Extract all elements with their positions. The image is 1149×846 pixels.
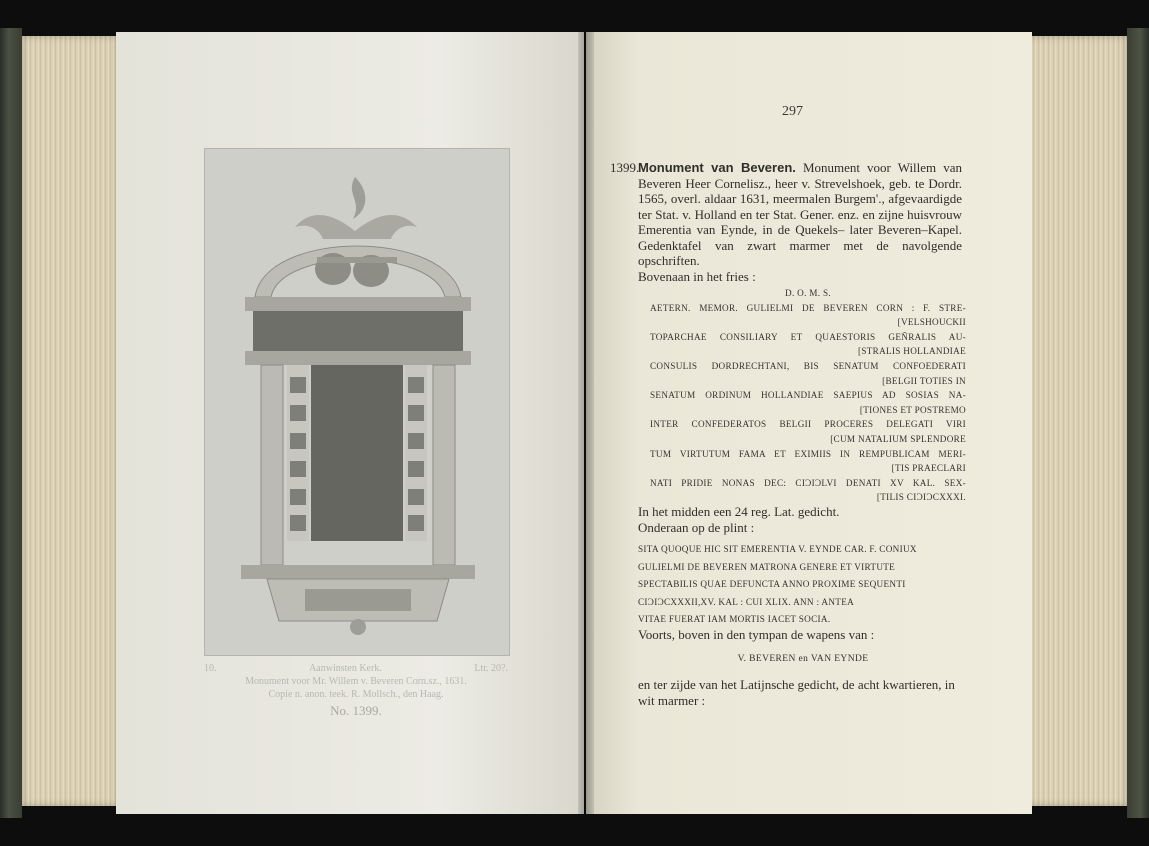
inscription-line: [BELGII TOTIES IN — [882, 375, 966, 386]
caption-line-3: Copie n. anon. teek. R. Mollsch., den Haag. — [268, 689, 444, 700]
book-cover-left — [0, 28, 22, 818]
monument-engraving-icon — [205, 149, 509, 655]
arms-line: V. BEVEREN en VAN EYNDE — [737, 654, 869, 664]
inscription-line: AETERN. MEMOR. GULIELMI DE BEVEREN CORN : F. STRE- — [650, 302, 966, 313]
inscription-line: [STRALIS HOLLANDIAE — [857, 346, 966, 357]
entry-heading: Monument van Beveren. — [638, 160, 796, 175]
entry-frieze-intro: Bovenaan in het fries : — [638, 268, 756, 284]
catalog-entry — [610, 124, 962, 284]
closing-paragraph: en ter zijde van het Latijnsche gedicht, de acht kwartieren, in wit marmer : — [638, 677, 955, 708]
inscription-line: SITA QUOQUE HIC SIT EMERENTIA V. EYNDE CAR. F. CONIUX — [638, 544, 917, 554]
caption-fig-number: 10. — [204, 663, 217, 674]
inscription-line: TOPARCHAE CONSILIARY ET QUAESTORIS GEÑRALIS AU- — [650, 331, 966, 342]
inscription-line: GULIELMI DE BEVEREN MATRONA GENERE ET VIRTUTE — [638, 561, 896, 572]
entry-body: Monument voor Willem van Beveren Heer Cornelisz., heer v. Strevelshoek, geb. te Dordr. 1565, overl. aldaar 1631, meermalen Burgem'., afgevaardigde ter Stat. v. Holland en ter Stat. Gener. enz. en zijne huisvrouw Emerentia van Eynde, in de Quekels– later Beveren–Kapel. Gedenktafel van zwart marmer met de navolgende opschriften. — [638, 160, 962, 268]
book-gutter — [578, 32, 594, 814]
inscription-line: SPECTABILIS QUAE DEFUNCTA ANNO PROXIME SEQUENTI — [638, 579, 906, 590]
page-edges-left — [22, 36, 118, 806]
plinth-intro: Onderaan op de plint : — [638, 519, 755, 535]
caption-collection: Aanwinsten Kerk. — [309, 663, 382, 674]
inscription-line: [TIONES ET POSTREMO — [859, 404, 966, 415]
inscription-line: D. O. M. S. — [785, 288, 831, 298]
caption-plate-ref: Ltr. 20?. — [474, 663, 508, 674]
tympan-paragraph: Voorts, boven in den tympan de wapens van : — [638, 627, 875, 642]
open-book — [0, 28, 1149, 818]
book-cover-right — [1127, 28, 1149, 818]
inscription-line: [VELSHOUCKII — [897, 317, 966, 328]
inscription-line: VITAE FUERAT IAM MORTIS IACET SOCIA. — [638, 614, 831, 625]
caption-line-2: Monument voor Mr. Willem v. Beveren Corn.sz., 1631. — [245, 676, 467, 687]
monument-plate-image — [204, 148, 510, 656]
inscription-line: SENATUM ORDINUM HOLLANDIAE SAEPIUS AD SOSIAS NA- — [650, 390, 966, 401]
inscription-line: CIƆIƆCXXXII,XV. KAL : CUI XLIX. ANN : ANTEA — [638, 596, 855, 607]
inscription-line: CONSULIS DORDRECHTANI, BIS SENATUM CONFOEDERATI — [650, 360, 966, 371]
inscription-line: NATI PRIDIE NONAS DEC: CIƆIƆLVI DENATI XV KAL. SEX- — [650, 477, 966, 488]
inscription-line: INTER CONFEDERATOS BELGII PROCERES DELEGATI VIRI — [650, 419, 966, 430]
plinth-inscription — [638, 541, 968, 629]
inscription-line: [TILIS CIƆIƆCXXXI. — [876, 492, 966, 503]
page-edges-right — [1017, 36, 1127, 806]
caption-plate-number: No. 1399. — [330, 703, 382, 718]
entry-number: 1399. — [610, 160, 640, 175]
frieze-inscription — [650, 286, 966, 505]
inscription-line: [TIS PRAECLARI — [891, 463, 966, 474]
middle-poem-note: In het midden een 24 reg. Lat. gedicht. — [638, 504, 840, 519]
page-number: 297 — [782, 104, 803, 119]
inscription-line: [CUM NATALIUM SPLENDORE — [830, 433, 966, 444]
paragraph-middle — [638, 504, 968, 535]
inscription-line: TUM VIRTUTUM FAMA ET EXIMIIS IN REMPUBLICAM MERI- — [650, 448, 966, 459]
plate-caption — [204, 662, 508, 717]
